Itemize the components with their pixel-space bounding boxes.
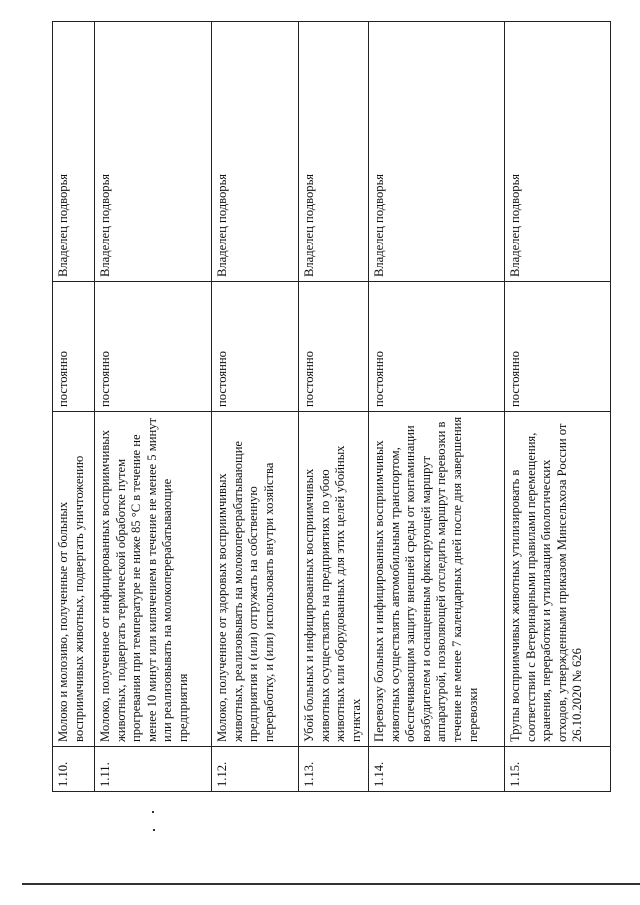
row-period: постоянно <box>53 282 95 412</box>
row-responsible: Владелец подворья <box>369 22 505 282</box>
scan-speck <box>152 811 154 813</box>
row-responsible: Владелец подворья <box>95 22 212 282</box>
measures-table-rotated <box>52 22 610 792</box>
row-responsible: Владелец подворья <box>212 22 299 282</box>
row-number: 1.12. <box>212 747 299 792</box>
row-measure: Убой больных и инфицированных восприимчивых животных осуществлять на предприятиях по убою животных или оборудованных для этих целей убойных пунктах <box>299 412 369 747</box>
row-number: 1.11. <box>95 747 212 792</box>
scan-speck <box>153 829 155 831</box>
table-row <box>53 22 95 792</box>
scan-edge-line <box>22 883 640 885</box>
table-row <box>212 22 299 792</box>
row-measure: Молоко, полученное от инфицированных восприимчивых животных, подвергать термической обработке путем прогревания при температуре не ниже 85 °С в течение не менее 10 минут или кипячением в течение не менее 5 минут или реализовывать на молокоперерабатывающие предприятия <box>95 412 212 747</box>
row-measure: Молоко и молозиво, полученные от больных восприимчивых животных, подвергать уничтожению <box>53 412 95 747</box>
row-responsible: Владелец подворья <box>299 22 369 282</box>
row-number: 1.15. <box>505 747 611 792</box>
row-responsible: Владелец подворья <box>505 22 611 282</box>
table-row <box>95 22 212 792</box>
row-period: постоянно <box>369 282 505 412</box>
row-period: постоянно <box>95 282 212 412</box>
row-number: 1.14. <box>369 747 505 792</box>
row-measure: Перевозку больных и инфицированных восприимчивых животных осуществлять автомобильным транспортом, обеспечивающим защиту внешней среды от контаминации возбудителем и оснащенным фиксирующей маршрут аппаратурой, позволяющей отследить маршрут перевозки в течение не менее 7 календарных дней после дня завершения перевозки <box>369 412 505 747</box>
table-row <box>369 22 505 792</box>
row-responsible: Владелец подворья <box>53 22 95 282</box>
row-number: 1.13. <box>299 747 369 792</box>
table-row <box>505 22 611 792</box>
measures-table <box>52 21 611 792</box>
row-period: постоянно <box>299 282 369 412</box>
row-number: 1.10. <box>53 747 95 792</box>
row-measure: Трупы восприимчивых животных утилизировать в соответствии с Ветеринарными правилами перемещения, хранения, переработки и утилизации биологических отходов, утвержденными приказом Минсельхоза России от 26.10.2020 № 626 <box>505 412 611 747</box>
row-period: постоянно <box>505 282 611 412</box>
table-row <box>299 22 369 792</box>
row-period: постоянно <box>212 282 299 412</box>
row-measure: Молоко, полученное от здоровых восприимчивых животных, реализовывать на молокоперерабатывающие предприятия и (или) отгружать на собственную переработку, и (или) использовать внутри хозяйства <box>212 412 299 747</box>
